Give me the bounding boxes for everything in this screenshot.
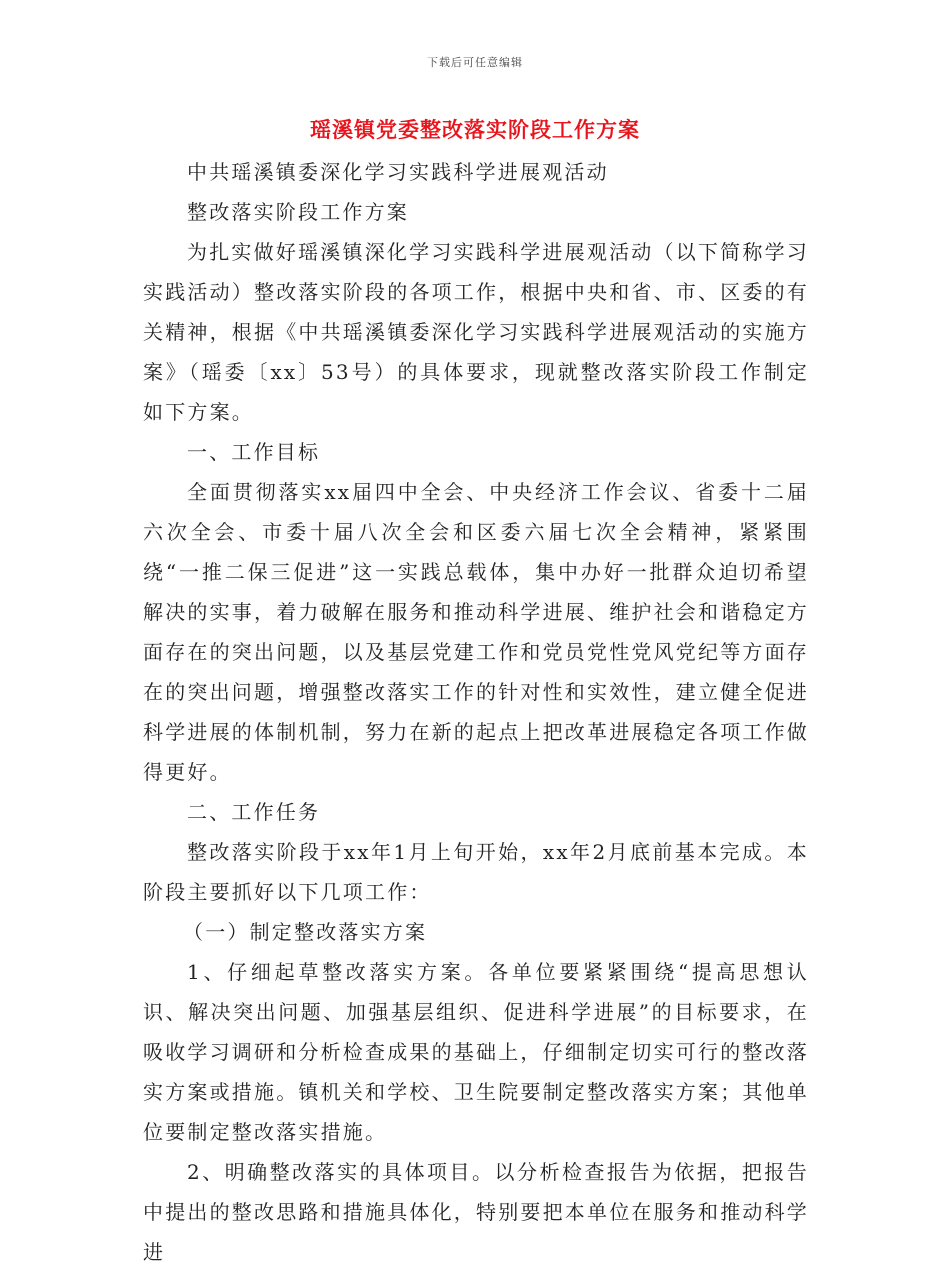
tasks-paragraph: 整改落实阶段于xx年1月上旬开始，xx年2月底前基本完成。本阶段主要抓好以下几项工作： xyxy=(143,840,809,904)
subsection-heading: （一）制定整改落实方案 xyxy=(183,920,428,944)
document-body xyxy=(143,152,809,1272)
intro-paragraph: 为扎实做好瑶溪镇深化学习实践科学进展观活动（以下简称学习实践活动）整改落实阶段的各项工作，根据中央和省、市、区委的有关精神，根据《中共瑶溪镇委深化学习实践科学进展观活动的实施方案》（瑶委〔xx〕53号）的具体要求，现就整改落实阶段工作制定如下方案。 xyxy=(143,240,809,424)
task-item-1: 1、仔细起草整改落实方案。各单位要紧紧围绕“提高思想认识、解决突出问题、加强基层组织、促进科学进展”的目标要求，在吸收学习调研和分析检查成果的基础上，仔细制定切实可行的整改落实方案或措施。镇机关和学校、卫生院要制定整改落实方案；其他单位要制定整改落实措施。 xyxy=(143,960,809,1144)
subtitle-line-1: 中共瑶溪镇委深化学习实践科学进展观活动 xyxy=(187,160,609,184)
section-heading-tasks: 二、工作任务 xyxy=(187,800,321,824)
goals-paragraph: 全面贯彻落实xx届四中全会、中央经济工作会议、省委十二届六次全会、市委十届八次全会和区委六届七次全会精神，紧紧围绕“一推二保三促进”这一实践总载体，集中办好一批群众迫切希望解决的实事，着力破解在服务和推动科学进展、维护社会和谐稳定方面存在的突出问题，以及基层党建工作和党员党性党风党纪等方面存在的突出问题，增强整改落实工作的针对性和实效性，建立健全促进科学进展的体制机制，努力在新的起点上把改革进展稳定各项工作做得更好。 xyxy=(143,480,809,784)
subtitle-line-2: 整改落实阶段工作方案 xyxy=(187,200,409,224)
section-heading-goals: 一、工作目标 xyxy=(187,440,321,464)
header-note: 下载后可任意编辑 xyxy=(427,56,523,69)
document-title: 瑶溪镇党委整改落实阶段工作方案 xyxy=(310,117,640,142)
task-item-2: 2、明确整改落实的具体项目。以分析检查报告为依据，把报告中提出的整改思路和措施具体化，特别要把本单位在服务和推动科学进 xyxy=(143,1160,809,1264)
